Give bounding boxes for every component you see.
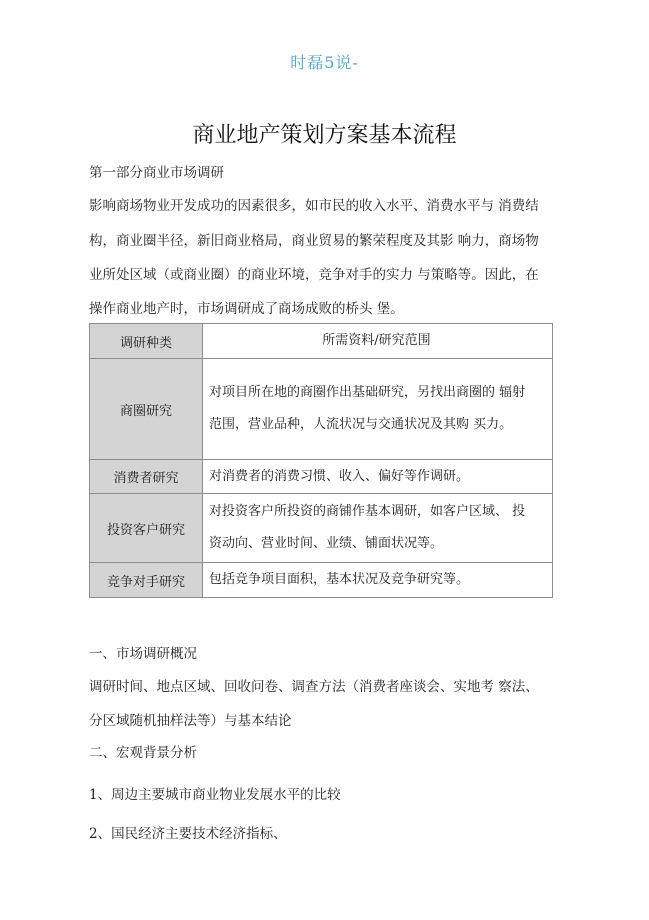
description-line: 对投资客户所投资的商铺作基本调研，如客户区域、 投 bbox=[209, 504, 526, 519]
intro-line: 业所处区域（或商业圈）的商业环境，竞争对手的实力 与策略等。因此，在 bbox=[89, 267, 539, 283]
description-line: 对项目所在地的商圈作出基础研究，另找出商圈的 辐射 bbox=[209, 385, 526, 400]
document-title: 商业地产策划方案基本流程 bbox=[192, 123, 457, 148]
intro-line: 构，商业圈半径，新旧商业格局，商业贸易的繁荣程度及其影 响力，商场物 bbox=[89, 233, 539, 249]
row-category: 投资客户研究 bbox=[90, 494, 203, 563]
subsection-line: 调研时间、地点区域、回收问卷、调查方法（消费者座谈会、实地考 察法、 bbox=[89, 679, 539, 695]
section-heading: 第一部分商业市场调研 bbox=[89, 165, 224, 181]
table-row bbox=[90, 359, 553, 460]
list-item: 1、周边主要城市商业物业发展水平的比较 bbox=[89, 787, 341, 803]
table-header-category: 调研种类 bbox=[90, 324, 203, 359]
subsection-line: 分区域随机抽样法等）与基本结论 bbox=[89, 713, 292, 729]
description-line: 资动向、营业时间、业绩、铺面状况等。 bbox=[209, 536, 444, 551]
row-category: 消费者研究 bbox=[90, 460, 203, 494]
table-header-row bbox=[90, 324, 553, 359]
intro-line: 影响商场物业开发成功的因素很多，如市民的收入水平、消费水平与 消费结 bbox=[89, 198, 539, 214]
description-line: 范围，营业品种，人流状况与交通状况及其购 买力。 bbox=[209, 417, 513, 432]
list-item: 2、国民经济主要技术经济指标、 bbox=[89, 826, 287, 842]
subsection-heading: 一、市场调研概况 bbox=[89, 646, 197, 662]
description-line: 对消费者的消费习惯、收入、偏好等作调研。 bbox=[209, 468, 470, 484]
row-description bbox=[203, 359, 553, 460]
research-table bbox=[89, 323, 553, 598]
intro-line: 操作商业地产时，市场调研成了商场成败的桥头 堡。 bbox=[89, 301, 404, 317]
row-description bbox=[203, 494, 553, 563]
table-row bbox=[90, 460, 553, 494]
description-line: 包括竞争项目面积，基本状况及竞争研究等。 bbox=[209, 572, 470, 587]
row-description bbox=[203, 460, 553, 494]
table-header-scope: 所需资料/研究范围 bbox=[203, 324, 553, 359]
row-description bbox=[203, 563, 553, 598]
row-category: 商圈研究 bbox=[90, 359, 203, 460]
table-row bbox=[90, 494, 553, 563]
watermark-text: 时磊5说- bbox=[290, 53, 359, 72]
row-category: 竞争对手研究 bbox=[90, 563, 203, 598]
table-row bbox=[90, 563, 553, 598]
subsection-heading: 二、宏观背景分析 bbox=[89, 745, 197, 761]
